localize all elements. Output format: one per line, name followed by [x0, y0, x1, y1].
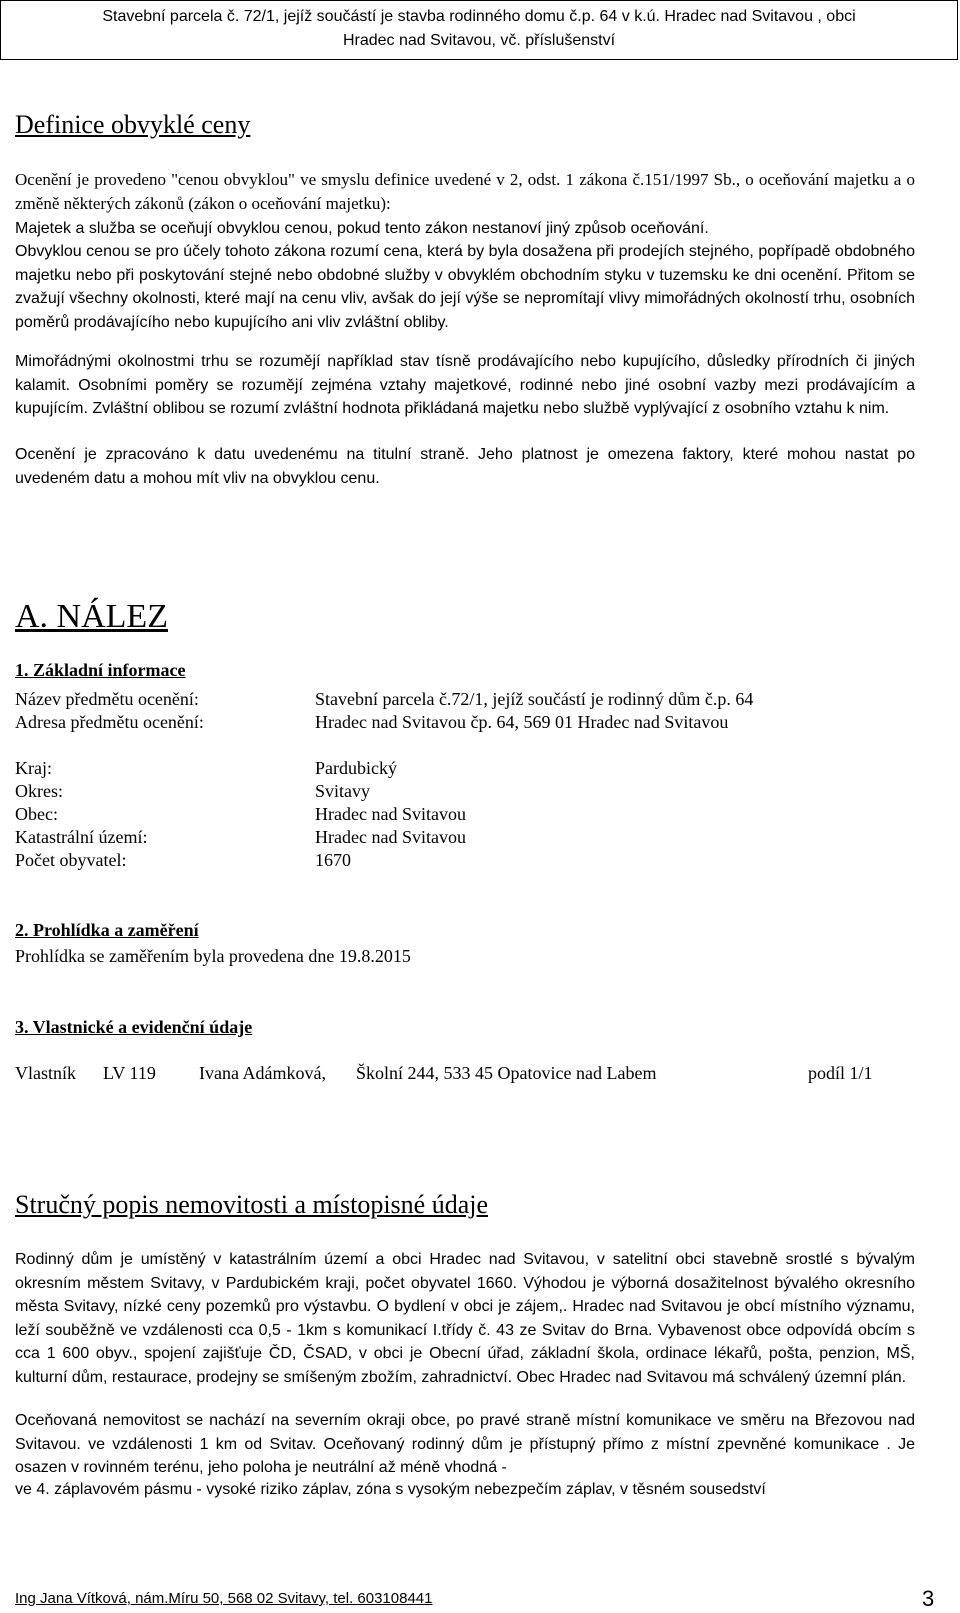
basic-info-table: [15, 688, 915, 888]
definition-heading: Definice obvyklé ceny: [15, 110, 251, 139]
section-2-heading: 2. Prohlídka a zaměření: [15, 920, 199, 940]
katastralni-uzemi-value: Hradec nad Svitavou: [315, 827, 466, 847]
katastralni-uzemi-label: Katastrální území:: [15, 827, 148, 847]
definition-intro: Ocenění je provedeno "cenou obvyklou" ve smyslu definice uvedené v 2, odst. 1 zákona č.151/1997 Sb., o oceňování majetku a o změně některých zákonů (zákon o oceňování majetku):: [15, 170, 915, 213]
definition-paragraph-1: [15, 168, 915, 215]
definition-paragraph-4: [15, 350, 915, 421]
popis-paragraph-1: [15, 1248, 915, 1389]
popis-umisteni: Oceňovaná nemovitost se nachází na severním okraji obce, po pravé straně místní komunikace ve směru na Březovou nad Svitavou. ve vzdálenosti 1 km od Svitav. Oceňovaný rodinný dům je přístupný přímo z místní zpevněné komunikace . Je osazen v rovinném terénu, jeho poloha je neutrální až méně vhodná -: [15, 1412, 915, 1476]
definition-majetek: Majetek a služba se oceňují obvyklou cenou, pokud tento zákon nestanoví jiný způsob oceňování.: [15, 220, 709, 237]
kraj-label: Kraj:: [15, 758, 52, 778]
pocet-obyvatel-value: 1670: [315, 850, 351, 870]
okres-label: Okres:: [15, 781, 63, 801]
footer-author: Ing Jana Vítková, nám.Míru 50, 568 02 Svitavy, tel. 603108441: [15, 1590, 433, 1607]
definition-paragraph-5: [15, 443, 915, 490]
definition-mimoradne: Mimořádnými okolnostmi trhu se rozumějí například stav tísně prodávajícího nebo kupujícího, důsledky přírodních či jiných kalamit. Osobními poměry se rozumějí zejména vztahy majetkové, rodinné nebo jiné osobní vazby mezi prodávajícím a kupujícím. Zvláštní oblibou se rozumí zvláštní hodnota přikládaná majetku nebo službě vyplývající z osobního vztahu k nim.: [15, 353, 915, 417]
name-label: Název předmětu ocenění:: [15, 689, 199, 709]
nalez-heading: [15, 598, 168, 636]
definition-obvykla-cena: Obvyklou cenou se pro účely tohoto zákona rozumí cena, která by byla dosažena při prodejích stejného, popřípadě obdobného majetku nebo při poskytování stejné nebo obdobné služby v obvyklém obchodním styku v tuzemsku ke dni ocenění. Přitom se zvažují všechny okolnosti, které mají na cenu vliv, avšak do její výše se nepromítají vlivy mimořádných okolností trhu, osobních poměrů prodávajícího nebo kupujícího ani vliv zvláštní obliby.: [15, 243, 915, 331]
definition-paragraph-3: [15, 240, 915, 334]
owner-lv: LV 119: [103, 1063, 156, 1083]
address-label: Adresa předmětu ocenění:: [15, 712, 204, 732]
name-value: Stavební parcela č.72/1, jejíž součástí je rodinný dům č.p. 64: [315, 689, 754, 709]
obec-value: Hradec nad Svitavou: [315, 804, 466, 824]
header-line-2: Hradec nad Svitavou, vč. příslušenství: [342, 32, 616, 49]
owner-name: Ivana Adámková,: [199, 1063, 326, 1083]
okres-value: Svitavy: [315, 781, 371, 801]
popis-paragraph-2: [15, 1409, 915, 1480]
owner-share: podíl 1/1: [808, 1063, 873, 1083]
popis-zaplavy: ve 4. záplavovém pásmu - vysoké riziko záplav, zóna s vysokým nebezpečím záplav, v těsném sousedství: [15, 1481, 766, 1498]
page-header: [0, 0, 958, 60]
kraj-value: Pardubický: [315, 758, 397, 778]
section-1-heading: 1. Základní informace: [15, 660, 186, 680]
owner-label: Vlastník: [15, 1063, 76, 1083]
popis-lokalita: Rodinný dům je umístěný v katastrálním území a obci Hradec nad Svitavou, v satelitní obci stavebně srostlé s bývalým okresním městem Svitavy, v Pardubickém kraji, počet obyvatel 1660. Výhodou je výborná dosažitelnost bývalého okresního města Svitavy, nízké ceny pozemků pro výstavbu. O bydlení v obci je zájem,. Hradec nad Svitavou je obcí místního významu, leží souběžně ve vzdálenosti cca 0,5 - 1km s komunikací I.třídy č. 43 ze Svitav do Brna. Vybavenost obce odpovídá obcím s cca 1 600 obyv., spojení zajišťuje ČD, ČSAD, v obci je Obecní úřad, základní škola, ordinace lékařů, pošta, penzion, MŠ, kulturní dům, restaurace, prodejny se smíšeným zbožím, zahradnictví. Obec Hradec nad Svitavou má schválený územní plán.: [15, 1251, 915, 1386]
definition-platnost: Ocenění je zpracováno k datu uvedenému na titulní straně. Jeho platnost je omezena faktory, které mohou nastat po uvedeném datu a mohou mít vliv na obvyklou cenu.: [15, 446, 915, 487]
obec-label: Obec:: [15, 804, 58, 824]
page-number: 3: [922, 1586, 935, 1611]
nalez-title: A. NÁLEZ: [15, 598, 168, 635]
header-line-1: Stavební parcela č. 72/1, jejíž součástí je stavba rodinného domu č.p. 64 v k.ú. Hradec nad Svitavou , obci: [102, 8, 856, 25]
owner-address: Školní 244, 533 45 Opatovice nad Labem: [356, 1063, 657, 1083]
definition-paragraph-2: [15, 217, 915, 241]
address-value: Hradec nad Svitavou čp. 64, 569 01 Hradec nad Svitavou: [315, 712, 729, 732]
inspection-date: Prohlídka se zaměřením byla provedena dne 19.8.2015: [15, 946, 411, 966]
pocet-obyvatel-label: Počet obyvatel:: [15, 850, 127, 870]
popis-heading: Stručný popis nemovitosti a místopisné údaje: [15, 1190, 489, 1219]
popis-paragraph-3: [15, 1478, 915, 1502]
section-3-heading: 3. Vlastnické a evidenční údaje: [15, 1017, 253, 1037]
